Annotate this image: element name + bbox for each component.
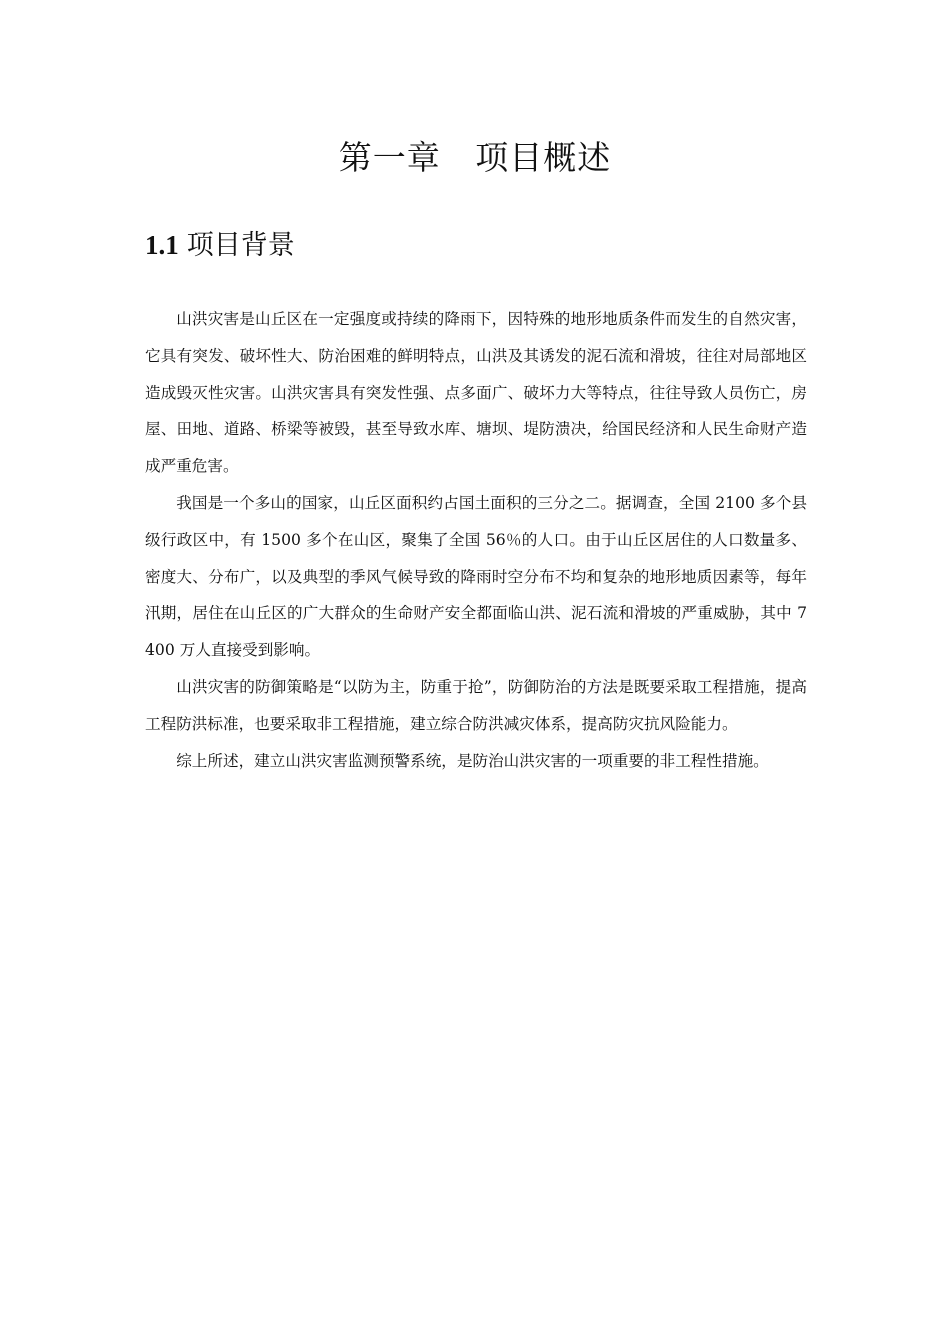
paragraph: 山洪灾害是山丘区在一定强度或持续的降雨下，因特殊的地形地质条件而发生的自然灾害，它具有突发、破坏性大、防治困难的鲜明特点，山洪及其诱发的泥石流和滑坡，往往对局部地区造成毁灭性灾害。山洪灾害具有突发性强、点多面广、破坏力大等特点，往往导致人员伤亡，房屋、田地、道路、桥梁等被毁，甚至导致水库、塘坝、堤防溃决，给国民经济和人民生命财产造成严重危害。 (145, 310, 807, 476)
chapter-title: 第一章 项目概述 (338, 138, 612, 177)
paragraph: 综上所述，建立山洪灾害监测预警系统，是防治山洪灾害的一项重要的非工程性措施。 (176, 751, 769, 770)
section-heading (145, 226, 295, 265)
section-number: 1.1 (145, 230, 179, 260)
paragraph: 山洪灾害的防御策略是“以防为主，防重于抢”，防御防治的方法是既要采取工程措施，提高工程防洪标准，也要采取非工程措施，建立综合防洪减灾体系，提高防灾抗风险能力。 (145, 677, 807, 733)
section-title: 项目背景 (186, 230, 295, 261)
paragraph: 我国是一个多山的国家，山丘区面积约占国土面积的三分之二。据调查，全国 2100 多个县级行政区中，有 1500 多个在山区，聚集了全国 56％的人口。由于山丘区居住的人口数量多、密度大、分布广，以及典型的季风气候导致的降雨时空分布不均和复杂的地形地质因素等，每年汛期，居住在山丘区的广大群众的生命财产安全都面临山洪、泥石流和滑坡的严重威胁，其中 7400 万人直接受到影响。 (145, 493, 807, 660)
body-text (145, 301, 807, 779)
